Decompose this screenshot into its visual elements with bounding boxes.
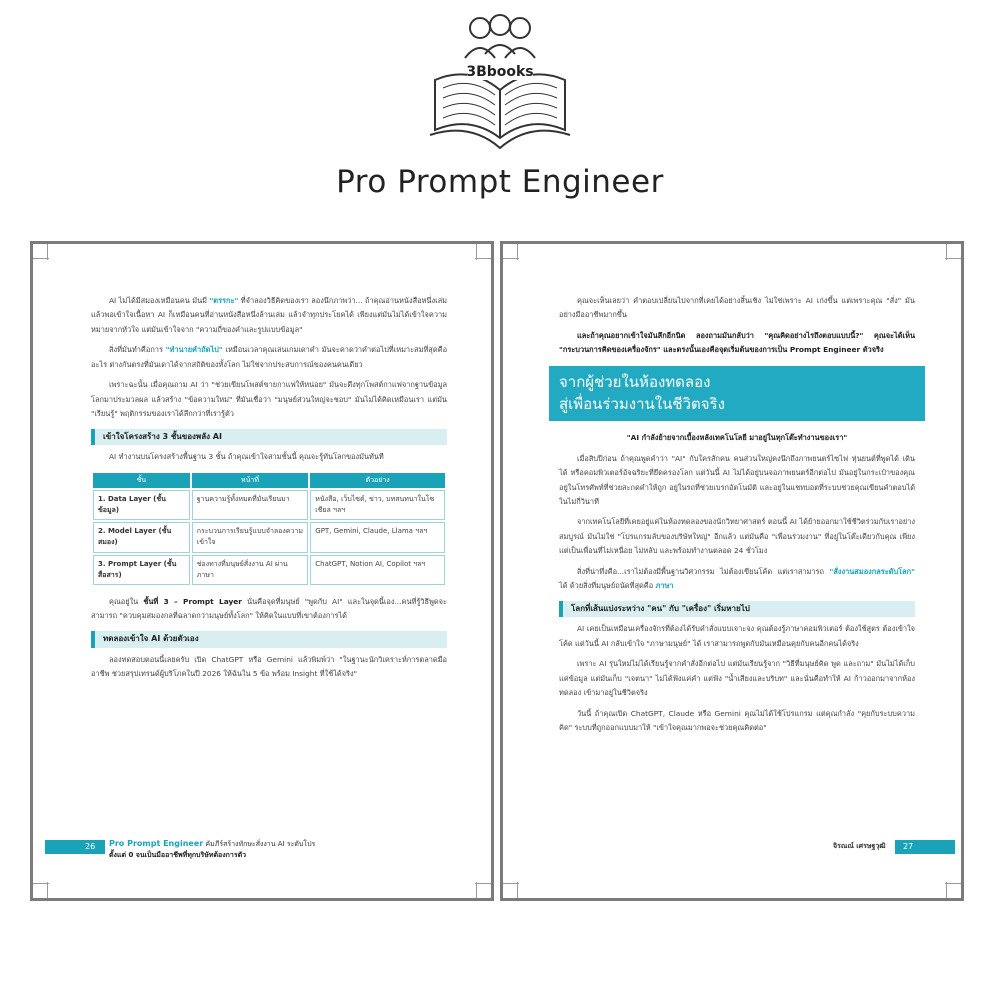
- text: AI ไม่ได้มีสมองเหมือนคน มันมี: [109, 296, 210, 305]
- footer-book-subtitle: คัมภีร์สร้างทักษะสั่งงาน AI ระดับโปร: [203, 840, 316, 848]
- crop-mark: [946, 882, 947, 898]
- paragraph: ลองทดสอบตอนนี้เลยครับ เปิด ChatGPT หรือ Gemini แล้วพิมพ์ว่า "ในฐานะนักวิเคราะห์การตลาดมืออาชีพ ช่วยสรุปเทรนด์ผู้บริโภคในปี 2026 ให้ฉันใน 5 ข้อ พร้อม Insight ที่ใช้ได้จริง": [91, 654, 447, 679]
- paragraph: [91, 595, 447, 624]
- text: นั่นคือจุดที่มนุษย์ "พูดกับ AI" และในจุดนี้เอง...คนที่รู้วิธีพูดจะสามารถ "ควบคุมสมองกลที่ฉลาดกว่ามนุษย์ทั้งโลก" ให้คิดในแบบที่เขาต้องการได้: [91, 597, 447, 621]
- text: สิ่งที่น่าทึ่งคือ...เราไม่ต้องมีพื้นฐานวิศวกรรม ไม่ต้องเขียนโค้ด แต่เราสามารถ: [577, 566, 830, 576]
- paragraph: วันนี้ ถ้าคุณเปิด ChatGPT, Claude หรือ Gemini คุณไม่ได้ใช้โปรแกรม แต่คุณกำลัง "คุยกับระบบความคิด" ระบบที่ถูกออกแบบมาให้ "เข้าใจคุณมากพอจะช่วยคุณคิดต่อ": [559, 708, 915, 733]
- crop-mark: [475, 258, 491, 259]
- table-cell: 3. Prompt Layer (ชั้นสื่อสาร): [93, 555, 190, 585]
- table-cell: 2. Model Layer (ชั้นสมอง): [93, 522, 190, 552]
- table-cell: ฐานความรู้ทั้งหมดที่มันเรียนมา: [192, 490, 308, 520]
- table-header: หน้าที่: [192, 473, 308, 488]
- section-heading: โลกที่เส้นแบ่งระหว่าง "คน" กับ "เครื่อง" เริ่มหายไป: [559, 601, 915, 618]
- right-page-body: [559, 294, 915, 741]
- paragraph: [91, 343, 447, 372]
- table-row: [93, 555, 445, 585]
- paragraph: [559, 565, 915, 594]
- crop-mark: [517, 244, 518, 260]
- footer-author: จิรณณ์ เศรษฐวุฒิ: [833, 842, 886, 850]
- highlight-text: "ตรรกะ": [209, 296, 239, 305]
- banner-line: สู่เพื่อนร่วมงานในชีวิตจริง: [559, 394, 725, 413]
- text: คุณอยู่ใน: [109, 597, 144, 607]
- text: เหมือนเวลาคุณเล่นเกมเดาคำ มันจะคาดว่าคำต่อไปที่เหมาะสมที่สุดคืออะไร ต่างกันตรงที่มันเดาได้จากสถิติของทั้งโลก ไม่ใช่จากประสบการณ์ของคนคนเดียว: [91, 345, 448, 369]
- text: ได้ ด้วยสิ่งที่มนุษย์ถนัดที่สุดคือ: [559, 581, 656, 591]
- paragraph: เพราะ AI รุ่นใหม่ไม่ได้เรียนรู้จากคำสั่งอีกต่อไป แต่มันเรียนรู้จาก "วิธีที่มนุษย์คิด พูด และถาม" มันไม่ได้เก็บแค่ข้อมูล แต่มันเก็บ "เจตนา" ไม่ได้ฟังแค่คำ แต่ฟัง "น้ำเสียงและบริบท" และนั่นคือทำให้ AI ก้าวออกมาจากห้องทดลอง เข้ามาอยู่ในชีวิตจริง: [559, 659, 915, 698]
- footer-book-title: Pro Prompt Engineer: [109, 839, 204, 848]
- table-header: ชั้น: [93, 473, 190, 488]
- crop-mark: [517, 882, 518, 898]
- paragraph: [91, 294, 447, 337]
- table-row: [93, 490, 445, 520]
- table-cell: GPT, Gemini, Claude, Llama ฯลฯ: [310, 522, 445, 552]
- highlight-text: "สั่งงานสมองกลระดับโลก": [829, 566, 915, 576]
- crop-mark: [945, 883, 961, 884]
- pull-quote: "AI กำลังย้ายจากเบื้องหลังเทคโนโลยี มาอยู่ในทุกโต๊ะทำงานของเรา": [626, 433, 848, 443]
- logo-text: 3Bbooks: [466, 64, 534, 80]
- crop-mark: [476, 244, 477, 260]
- section-heading: ทดลองเข้าใจ AI ด้วยตัวเอง: [91, 631, 447, 648]
- bold-text: ชั้นที่ 3 – Prompt Layer: [143, 597, 242, 607]
- table-header-row: [93, 473, 445, 488]
- right-book-page: [500, 241, 964, 901]
- crop-mark: [475, 883, 491, 884]
- chapter-banner: [549, 366, 925, 422]
- paragraph: จากเทคโนโลยีที่เคยอยู่แค่ในห้องทดลองของนักวิทยาศาสตร์ ตอนนี้ AI ได้ย้ายออกมาใช้ชีวิตร่วมกับเราอย่างสมบูรณ์ มันไม่ใช่ "โปรแกรมลับของบริษัทใหญ่" อีกแล้ว แต่มันคือ "เพื่อนร่วมงาน" ที่อยู่ในโต๊ะเดียวกับคุณ เพียงแต่เป็นเพื่อนที่ไม่เหนื่อย ไม่หลับ และพร้อมทำงานตลอด 24 ชั่วโมง: [559, 517, 915, 556]
- banner-line: จากผู้ช่วยในห้องทดลอง: [559, 372, 711, 391]
- paragraph: AI เคยเป็นเหมือนเครื่องจักรที่ต้องได้รับคำสั่งแบบเจาะจง คุณต้องรู้ภาษาคอมพิวเตอร์ ต้องใช้สูตร ต้องเข้าใจโค้ด แต่วันนี้ AI กลับเข้าใจ "ภาษามนุษย์" ได้ เราสามารถพูดกับมันเหมือนคุยกับคนอีกคนได้จริง: [559, 624, 915, 648]
- paragraph: คุณจะเห็นเลยว่า คำตอบเปลี่ยนไปจากที่เคยได้อย่างสิ้นเชิง ไม่ใช่เพราะ AI เก่งขึ้น แต่เพราะคุณ "สั่ง" มันอย่างมืออาชีพมากขึ้น: [559, 296, 915, 320]
- page-number: 27: [903, 842, 914, 851]
- crop-mark: [946, 244, 947, 260]
- paragraph: เพราะฉะนั้น เมื่อคุณถาม AI ว่า "ช่วยเขียนโพสต์ขายกาแฟให้หน่อย" มันจะดึงทุกโพสต์กาแฟจากฐานข้อมูลโลกมาประมวลผล แล้วสร้าง "ข้อความใหม่" ที่มันเชื่อว่า "มนุษย์ส่วนใหญ่จะชอบ" มันไม่ได้คิดเหมือนเรา แต่มัน "เรียนรู้" พฤติกรรมของเราได้ลึกกว่าที่เรารู้ตัว: [91, 380, 447, 419]
- left-book-page: [30, 241, 494, 901]
- table-cell: หนังสือ, เว็บไซต์, ข่าว, บทสนทนาในโซเชียล ฯลฯ: [310, 490, 445, 520]
- highlight-text: ภาษา: [655, 581, 674, 591]
- footer-tagline: ตั้งแต่ 0 จนเป็นมืออาชีพที่ทุกบริษัทต้องการตัว: [109, 851, 247, 859]
- page-number-bar: [45, 840, 105, 854]
- paragraph: เมื่อสิบปีก่อน ถ้าคุณพูดคำว่า "AI" กับใครสักคน คนส่วนใหญ่คงนึกถึงภาพยนตร์ไซไฟ หุ่นยนต์ที่พูดได้ เดินได้ หรือคอมพิวเตอร์อัจฉริยะที่ยึดครองโลก แต่วันนี้ AI ไม่ได้อยู่บนจอภาพยนตร์อีกต่อไป มันอยู่ในกระเป๋าของคุณ อยู่ในโทรศัพท์ที่ช่วยสะกดคำให้ถูก อยู่ในรถที่ช่วยเบรกอัตโนมัติ และอยู่ในแชทบอตที่ระบบช่วยคุณเขียนคำตอบได้ในไม่กี่วินาที: [559, 453, 915, 506]
- table-cell: กระบวนการเรียนรู้แบบจำลองความเข้าใจ: [192, 522, 308, 552]
- table-cell: 1. Data Layer (ชั้นข้อมูล): [93, 490, 190, 520]
- crop-mark: [945, 258, 961, 259]
- paragraph: และถ้าคุณอยากเข้าใจมันลึกอีกนิด ลองถามมันกลับว่า "คุณคิดอย่างไรถึงตอบแบบนี้?" คุณจะได้เห็น "กระบวนการคิดของเครื่องจักร" และตรงนั้นเองคือจุดเริ่มต้นของการเป็น Prompt Engineer ตัวจริง: [559, 330, 915, 355]
- table-header: ตัวอย่าง: [310, 473, 445, 488]
- table-cell: ช่องทางที่มนุษย์สั่งงาน AI ผ่านภาษา: [192, 555, 308, 585]
- ai-layers-table: [91, 471, 447, 587]
- running-footer: [109, 838, 315, 861]
- book-icon: [415, 10, 585, 158]
- table-row: [93, 522, 445, 552]
- crop-mark: [476, 882, 477, 898]
- section-heading: เข้าใจโครงสร้าง 3 ชั้นของพลัง AI: [91, 429, 447, 446]
- left-page-body: [91, 294, 447, 688]
- crop-mark: [47, 882, 48, 898]
- page-title: Pro Prompt Engineer: [336, 164, 664, 200]
- crop-mark: [47, 244, 48, 260]
- table-cell: ChatGPT, Notion AI, Copilot ฯลฯ: [310, 555, 445, 585]
- text: ที่จำลองวิธีคิดของเรา ลองนึกภาพว่า... ถ้าคุณอ่านหนังสือหนึ่งเล่มแล้วพอเข้าใจเนื้อหา AI ก็เหมือนคนที่อ่านหนังสือหนึ่งล้านเล่ม แล้วจำทุกประโยคได้ เพียงแต่มันไม่ได้เข้าใจความหมายจากหัวใจ แต่มันเข้าใจจาก "ความถี่ของคำและรูปแบบข้อมูล": [91, 296, 447, 334]
- text: สิ่งที่มันทำคือการ: [109, 345, 166, 355]
- page-number: 26: [85, 842, 96, 851]
- paragraph: AI ทำงานบนโครงสร้างพื้นฐาน 3 ชั้น ถ้าคุณเข้าใจสามชั้นนี้ คุณจะรู้ทันโลกของมันทันที: [109, 452, 384, 462]
- publisher-logo: [415, 10, 585, 158]
- highlight-text: "ทำนายคำถัดไป": [165, 345, 223, 355]
